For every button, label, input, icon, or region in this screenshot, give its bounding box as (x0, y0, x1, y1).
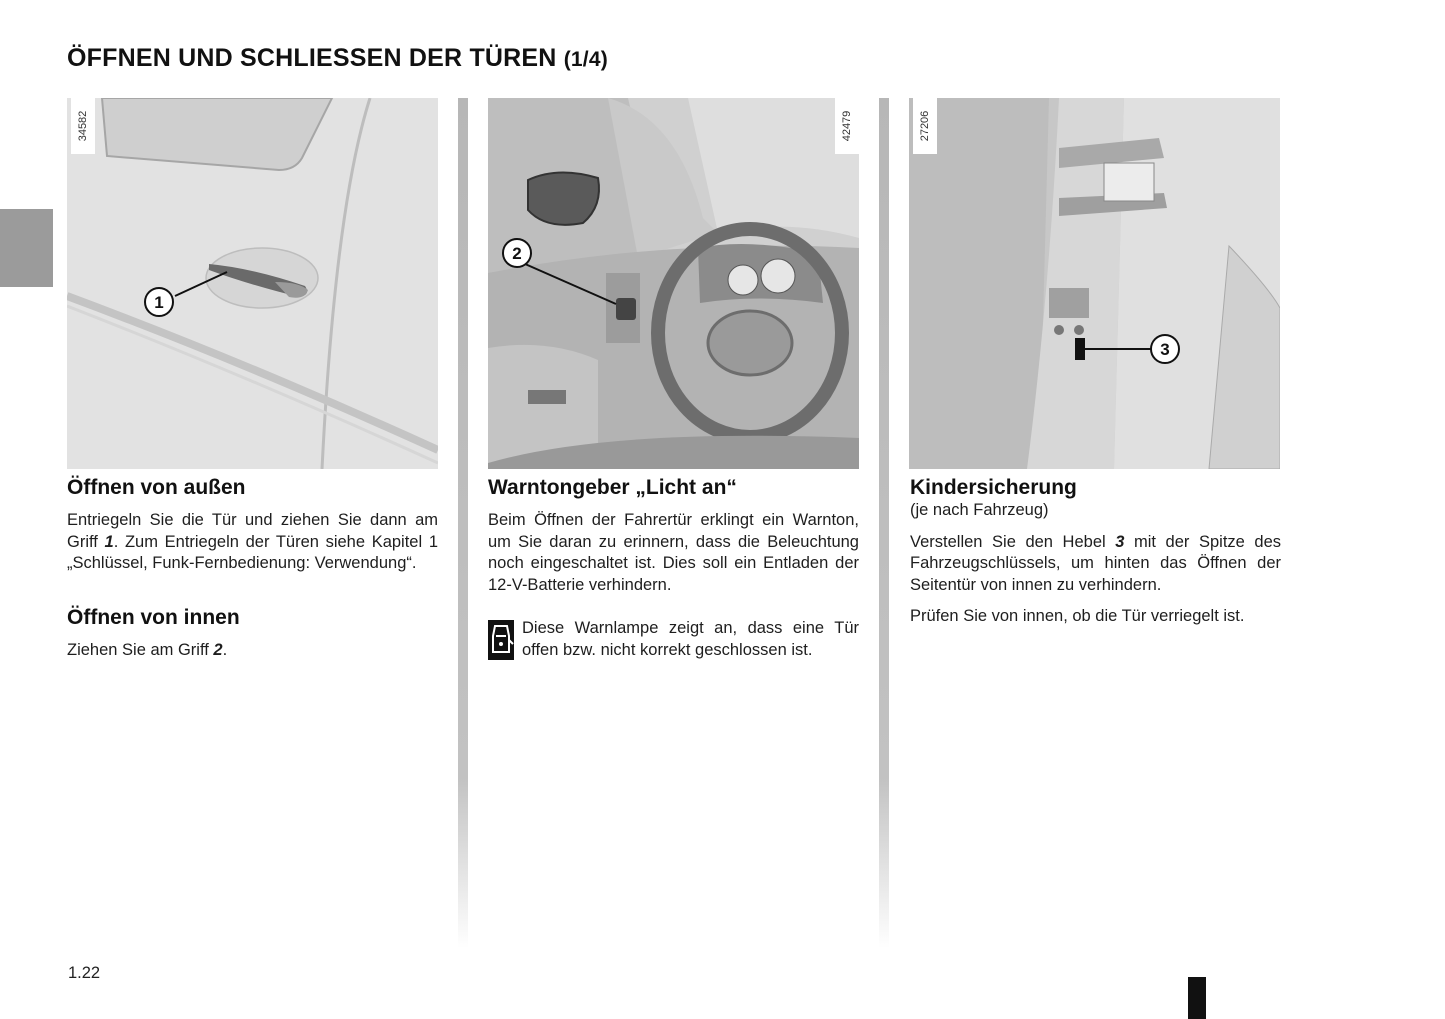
column-opening-doors (67, 474, 438, 661)
callout-1 (143, 286, 175, 318)
subheading-vehicle-dependent: (je nach Fahrzeug) (910, 501, 1049, 519)
text-run: Entriegeln Sie die Tür und ziehen Sie dann am Griff (67, 511, 438, 551)
page-edge-marker (1188, 977, 1206, 1019)
paragraph-opening-outside (67, 510, 438, 575)
paragraph-opening-inside (67, 640, 438, 662)
figure-ref-label: 27206 (919, 110, 931, 142)
paragraph-child-safety (910, 532, 1281, 597)
page-title-part: (1/4) (563, 48, 608, 71)
figure-ref-label: 34582 (77, 110, 89, 142)
heading-opening-inside: Öffnen von innen (67, 605, 240, 629)
column-divider (458, 98, 468, 948)
heading-opening-outside: Öffnen von außen (67, 476, 246, 499)
heading-child-safety: Kindersicherung (910, 476, 1077, 499)
warning-lamp-note (488, 618, 859, 661)
exterior-door-illustration (67, 98, 438, 469)
child-lock-illustration (909, 98, 1280, 469)
callout-label: 3 (1160, 340, 1170, 359)
figure-ref-label: 42479 (841, 110, 853, 142)
door-open-warning-lamp-icon (488, 620, 514, 660)
callout-label: 1 (154, 293, 164, 312)
figure-ref (913, 98, 937, 154)
dashboard-illustration (488, 98, 859, 469)
text-run: . Zum Entriegeln der Türen siehe Kapitel 1 „Schlüssel, Funk-Fernbedienung: Verwendung“. (67, 532, 438, 572)
figure-ref (71, 98, 95, 154)
column-light-warning (488, 474, 859, 661)
text-run: Ziehen Sie am Griff (67, 640, 214, 659)
column-child-safety (910, 474, 1281, 628)
paragraph-warning-lamp: Diese Warnlampe zeigt an, dass eine Tür offen bzw. nicht korrekt geschlossen ist. (522, 619, 859, 659)
paragraph-check-lock: Prüfen Sie von innen, ob die Tür verriegelt ist. (910, 607, 1245, 625)
figure-child-safety-lock (909, 98, 1280, 469)
page-title-main: ÖFFNEN UND SCHLIESSEN DER TÜREN (67, 44, 557, 72)
figure-exterior-door-handle (67, 98, 438, 469)
ref-number: 1 (104, 532, 114, 551)
callout-2 (501, 237, 533, 269)
ref-number: 3 (1115, 532, 1125, 551)
text-run: mit der Spitze des Fahrzeugschlüssels, um hinten das Öffnen der Seitentür von innen zu verhindern. (910, 532, 1281, 594)
page-number: 1.22 (68, 964, 101, 982)
figure-dashboard (488, 98, 859, 469)
paragraph-light-warning: Beim Öffnen der Fahrertür erklingt ein Warnton, um Sie daran zu erinnern, dass die Beleuchtung noch eingeschaltet ist. Dies soll ein Entladen der 12-V-Batterie verhindern. (488, 511, 859, 594)
callout-3 (1149, 333, 1181, 365)
page-title (67, 44, 608, 73)
callout-label: 2 (512, 244, 522, 263)
heading-light-warning: Warntongeber „Licht an“ (488, 476, 737, 499)
figure-ref (835, 98, 859, 154)
text-run: Verstellen Sie den Hebel (910, 532, 1116, 551)
ref-number: 2 (213, 640, 223, 659)
column-divider (879, 98, 889, 948)
chapter-tab (0, 209, 53, 287)
text-run: . (222, 640, 228, 659)
